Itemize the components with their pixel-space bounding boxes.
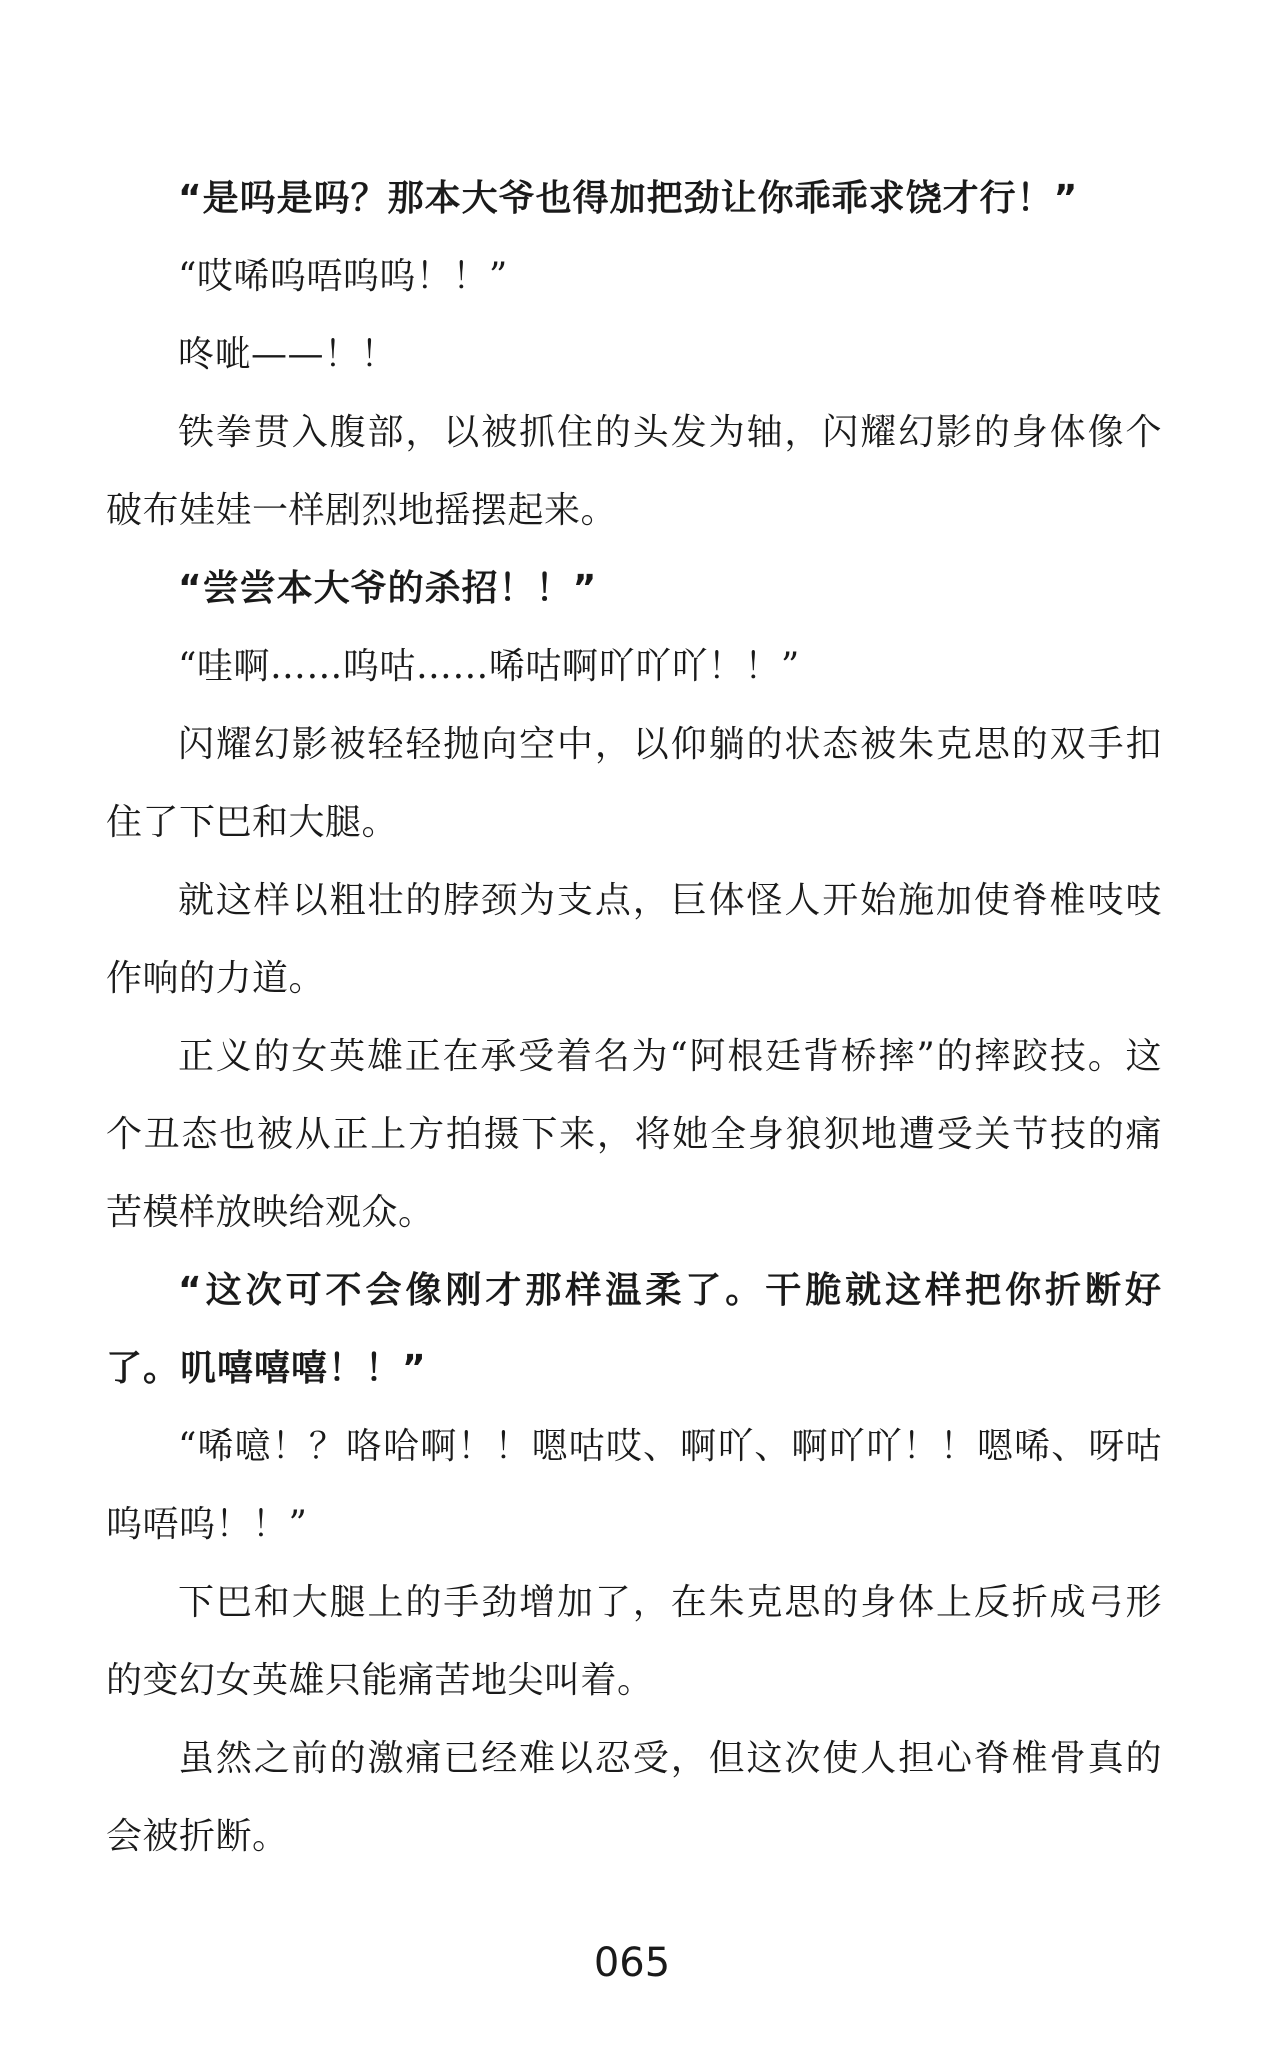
narration-paragraph: 虽然之前的激痛已经难以忍受，但这次使人担心脊椎骨真的会被折断。 (106, 1738, 1162, 1857)
dialogue-paragraph: “哇啊……呜咕……唏咕啊吖吖吖！！” (178, 646, 800, 687)
narration-paragraph: 正义的女英雄正在承受着名为“阿根廷背桥摔”的摔跤技。这个丑态也被从正上方拍摄下来，将她全身狼狈地遭受关节技的痛苦模样放映给观众。 (106, 1036, 1162, 1233)
dialogue-paragraph: “哎唏呜唔呜呜！！” (178, 256, 508, 297)
dialogue-paragraph: “尝尝本大爷的杀招！！” (178, 568, 598, 609)
sound-effect-paragraph: 咚呲——！！ (178, 334, 398, 375)
body-text (106, 160, 1162, 1876)
narration-paragraph: 下巴和大腿上的手劲增加了，在朱克思的身体上反折成弓形的变幻女英雄只能痛苦地尖叫着。 (106, 1582, 1162, 1701)
narration-paragraph: 闪耀幻影被轻轻抛向空中，以仰躺的状态被朱克思的双手扣住了下巴和大腿。 (106, 724, 1162, 843)
narration-paragraph: 就这样以粗壮的脖颈为支点，巨体怪人开始施加使脊椎吱吱作响的力道。 (106, 880, 1162, 999)
narration-paragraph: 铁拳贯入腹部，以被抓住的头发为轴，闪耀幻影的身体像个破布娃娃一样剧烈地摇摆起来。 (106, 412, 1162, 531)
page-number: 065 (593, 1940, 671, 1986)
dialogue-paragraph: “唏噫！？咯哈啊！！嗯咕哎、啊吖、啊吖吖！！嗯唏、呀咕呜唔呜！！” (106, 1426, 1162, 1545)
dialogue-paragraph: “是吗是吗？那本大爷也得加把劲让你乖乖求饶才行！” (178, 178, 1079, 219)
dialogue-paragraph: “这次可不会像刚才那样温柔了。干脆就这样把你折断好了。叽嘻嘻嘻！！” (106, 1270, 1162, 1389)
